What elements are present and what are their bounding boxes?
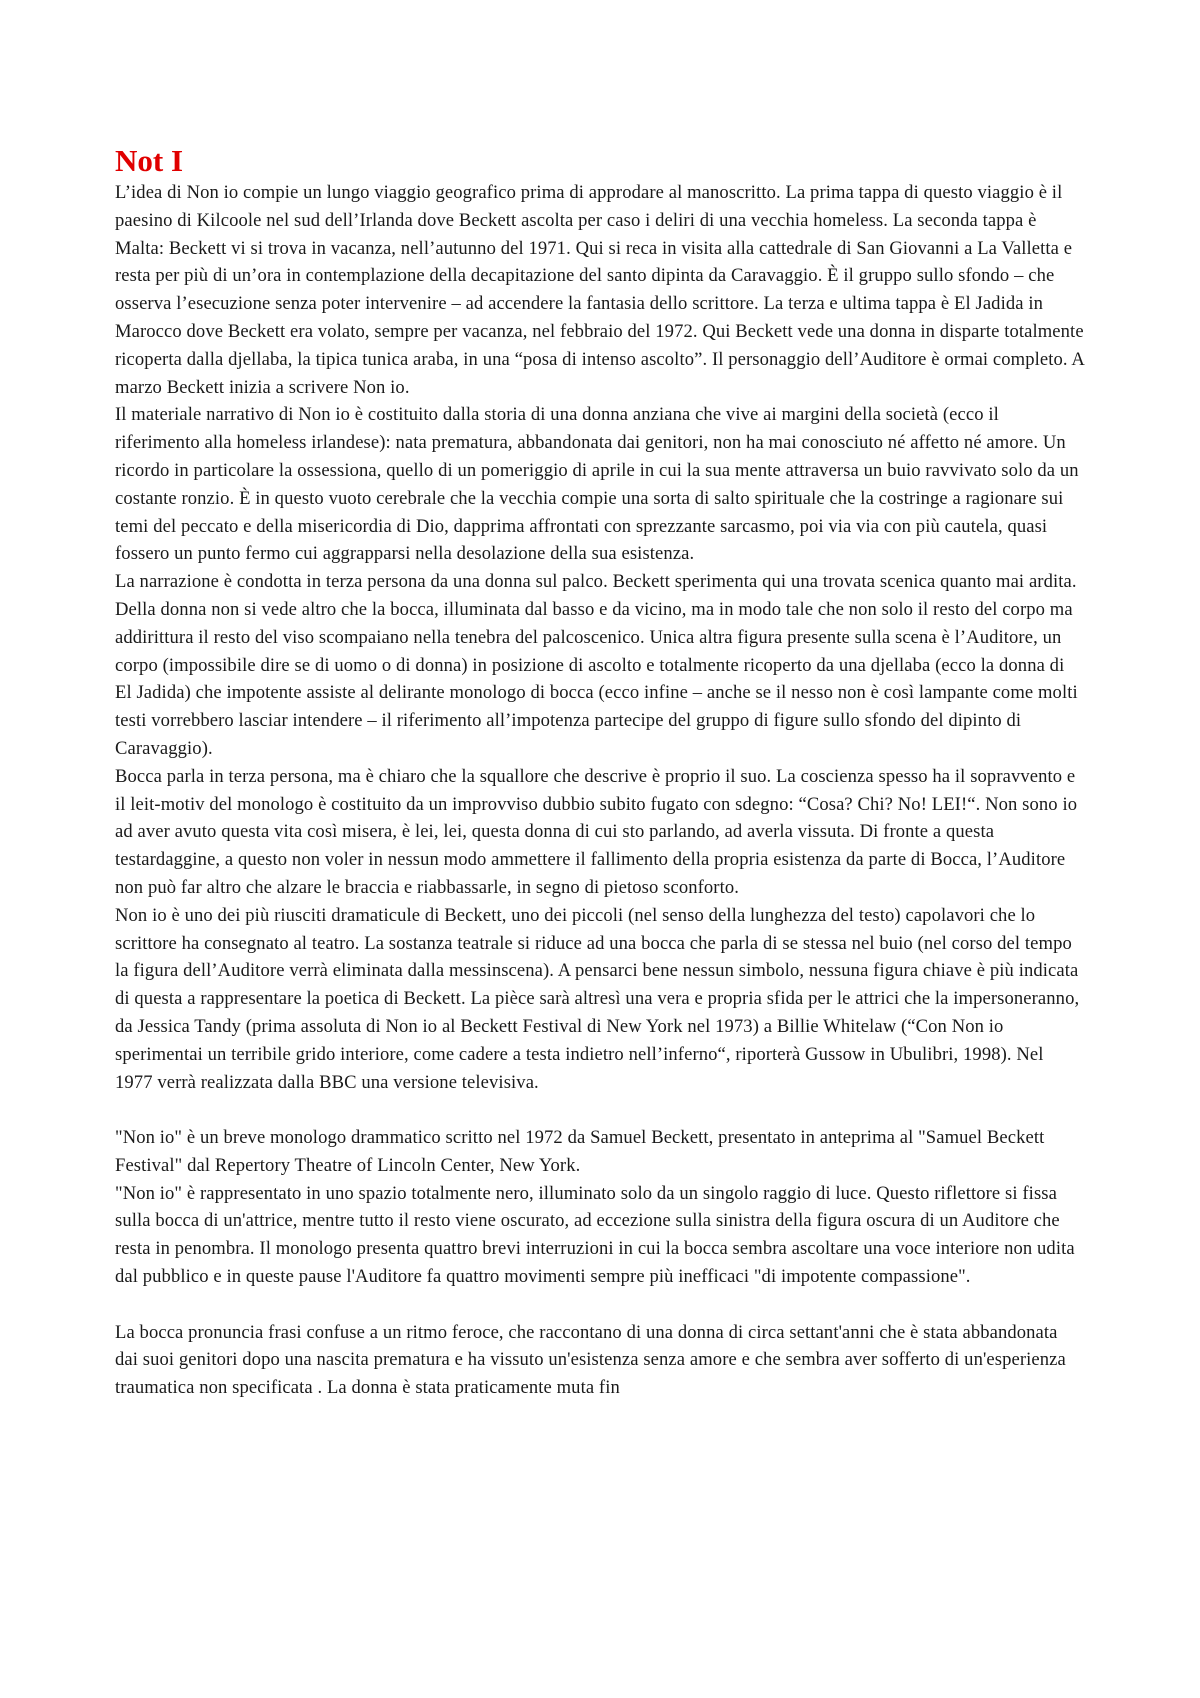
paragraph-spacer <box>115 1291 1085 1319</box>
paragraph-spacer <box>115 1096 1085 1124</box>
paragraph-lighting: "Non io" è rappresentato in uno spazio totalmente nero, illuminato solo da un singolo raggio di luce. Questo riflettore si fissa sulla bocca di un'attrice, mentre tutto il resto viene oscurato, ad eccezione sulla sinistra della figura oscura di un Auditore che resta in penombra. Il monologo presenta quattro brevi interruzioni in cui la bocca sembra ascoltare una voce interiore non udita dal pubblico e in queste pause l'Auditore fa quattro movimenti sempre più inefficaci "di impotente compassione". <box>115 1182 1075 1288</box>
paragraph-bocca: Bocca parla in terza persona, ma è chiaro che la squallore che descrive è proprio il suo. La coscienza spesso ha il sopravvento e il leit-motiv del monologo è costituito da un improvviso dubbio subito fugato con sdegno: “Cosa? Chi? No! LEI!“. Non sono io ad aver avuto questa vita così misera, è lei, lei, questa donna di cui sto parlando, ad averla vissuta. Di fronte a questa testardaggine, a questo non voler in nessun modo ammettere il fallimento della propria esistenza da parte di Bocca, l’Auditore non può far altro che alzare le braccia e riabbassarle, in segno di pietoso sconforto. <box>115 765 1078 898</box>
paragraph-journey: L’idea di Non io compie un lungo viaggio geografico prima di approdare al manoscritto. La prima tappa di questo viaggio è il paesino di Kilcoole nel sud dell’Irlanda dove Beckett ascolta per caso i deliri di una vecchia homeless. La seconda tappa è Malta: Beckett vi si trova in vacanza, nell’autunno del 1971. Qui si reca in visita alla cattedrale di San Giovanni a La Valletta e resta per più di un’ora in contemplazione della decapitazione del santo dipinta da Caravaggio. È il gruppo sullo sfondo – che osserva l’esecuzione senza poter intervenire – ad accendere la fantasia dello scrittore. La terza e ultima tappa è El Jadida in Marocco dove Beckett era volato, sempre per vacanza, nel febbraio del 1972. Qui Beckett vede una donna in disparte totalmente ricoperta dalla djellaba, la tipica tunica araba, in una “posa di intenso ascolto”. Il personaggio dell’Auditore è ormai completo. A marzo Beckett inizia a scrivere Non io. <box>115 182 1084 398</box>
document-title: Not I <box>115 143 184 178</box>
paragraph-monologue: La bocca pronuncia frasi confuse a un ritmo feroce, che raccontano di una donna di circa settant'anni che è stata abbandonata dai suoi genitori dopo una nascita prematura e ha vissuto un'esistenza senza amore e che sembra aver sofferto di un'esperienza traumatica non specificata . La donna è stata praticamente muta fin <box>115 1321 1066 1399</box>
paragraph-premiere: "Non io" è un breve monologo drammatico scritto nel 1972 da Samuel Beckett, presentato in anteprima al "Samuel Beckett Festival" dal Repertory Theatre of Lincoln Center, New York. <box>115 1127 1045 1176</box>
document-body <box>115 143 1085 1402</box>
paragraph-dramaticule: Non io è uno dei più riusciti dramaticule di Beckett, uno dei piccoli (nel senso della lunghezza del testo) capolavori che lo scrittore ha consegnato al teatro. La sostanza teatrale si riduce ad una bocca che parla di se stessa nel buio (nel corso del tempo la figura dell’Auditore verrà eliminata dalla messinscena). A pensarci bene nessun simbolo, nessuna figura chiave è più indicata di questa a rappresentare la poetica di Beckett. La pièce sarà altresì una vera e propria sfida per le attrici che la impersoneranno, da Jessica Tandy (prima assoluta di Non io al Beckett Festival di New York nel 1973) a Billie Whitelaw (“Con Non io sperimentai un terribile grido interiore, come cadere a testa indietro nell’inferno“, riporterà Gussow in Ubulibri, 1998). Nel 1977 verrà realizzata dalla BBC una versione televisiva. <box>115 904 1080 1093</box>
paragraph-staging: La narrazione è condotta in terza persona da una donna sul palco. Beckett sperimenta qui una trovata scenica quanto mai ardita. Della donna non si vede altro che la bocca, illuminata dal basso e da vicino, ma in modo tale che non solo il resto del corpo ma addirittura il resto del viso scompaiano nella tenebra del palcoscenico. Unica altra figura presente sulla scena è l’Auditore, un corpo (impossibile dire se di uomo o di donna) in posizione di ascolto e totalmente ricoperto da una djellaba (ecco la donna di El Jadida) che impotente assiste al delirante monologo di bocca (ecco infine – anche se il nesso non è così lampante come molti testi vorrebbero lasciar intendere – il riferimento all’impotenza partecipe del gruppo di figure sullo sfondo del dipinto di Caravaggio). <box>115 571 1078 759</box>
paragraph-narrative: Il materiale narrativo di Non io è costituito dalla storia di una donna anziana che vive ai margini della società (ecco il riferimento alla homeless irlandese): nata prematura, abbandonata dai genitori, non ha mai conosciuto né affetto né amore. Un ricordo in particolare la ossessiona, quello di un pomeriggio di aprile in cui la sua mente attraversa un buio ravvivato solo da un costante ronzio. È in questo vuoto cerebrale che la vecchia compie una sorta di salto spirituale che la costringe a ragionare sui temi del peccato e della misericordia di Dio, dapprima affrontati con sprezzante sarcasmo, poi via via con più cautela, quasi fossero un punto fermo cui aggrapparsi nella desolazione della sua esistenza. <box>115 404 1079 565</box>
